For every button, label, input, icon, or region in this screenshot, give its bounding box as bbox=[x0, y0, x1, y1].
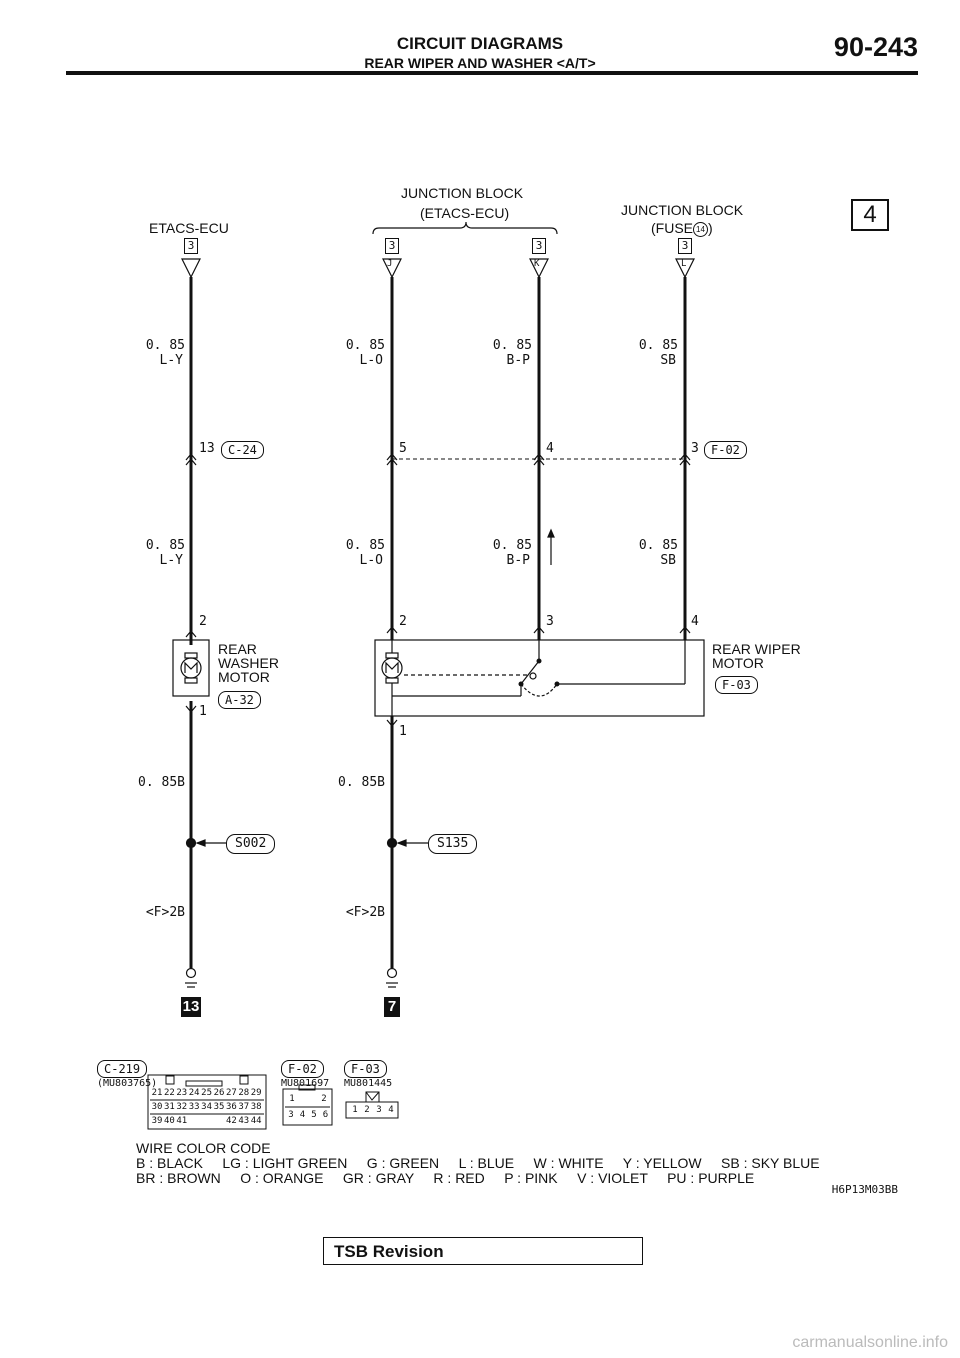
wiper-pin-b: 3 bbox=[546, 614, 554, 629]
junction-block-fuse-label: JUNCTION BLOCK bbox=[621, 202, 744, 218]
wire2-top-size: 0. 85 bbox=[345, 338, 385, 353]
f03-connector-label: F-03 bbox=[715, 676, 758, 694]
wiper-motor-tab-top bbox=[386, 653, 398, 658]
wire2-bottom-label: 0. 85B bbox=[338, 775, 385, 790]
c219-pin-31: 31 bbox=[163, 1102, 175, 1112]
washer-motor-tab-top bbox=[185, 653, 197, 658]
jb1-b-terminal-box: 3 bbox=[532, 238, 546, 254]
f02-pin-1: 1 bbox=[289, 1094, 295, 1104]
wire2-mid-color: L-O bbox=[359, 553, 383, 568]
wiper-motor-icon bbox=[382, 658, 402, 678]
c219-pin-39: 39 bbox=[151, 1116, 163, 1126]
wire1-mid-color: L-Y bbox=[159, 553, 183, 568]
ground-1-number: 13 bbox=[182, 998, 200, 1015]
wire3-top-color: B-P bbox=[506, 353, 530, 368]
c24-connector-label: C-24 bbox=[221, 441, 264, 459]
c219-pin-25: 25 bbox=[201, 1088, 213, 1098]
c219-pin-40: 40 bbox=[163, 1116, 175, 1126]
rear-washer-motor-label-3: MOTOR bbox=[218, 669, 270, 685]
ground-1-terminal bbox=[187, 969, 196, 978]
a32-connector-label: A-32 bbox=[218, 691, 261, 709]
c219-pin-44: 44 bbox=[250, 1116, 262, 1126]
washer-motor-box bbox=[173, 640, 209, 696]
splice-s002-label: S002 bbox=[226, 834, 275, 854]
c219-pin-24: 24 bbox=[188, 1088, 200, 1098]
wire4-mid-size: 0. 85 bbox=[638, 538, 678, 553]
f02-pin-a: 5 bbox=[399, 441, 407, 456]
c219-pin-35: 35 bbox=[213, 1102, 225, 1112]
c219-pin-23: 23 bbox=[176, 1088, 188, 1098]
legend-line-1: B : BLACK LG : LIGHT GREEN G : GREEN L : BLUE W : WHITE Y : YELLOW SB : SKY BLUE bbox=[136, 1155, 820, 1171]
rear-wiper-motor-label-2: MOTOR bbox=[712, 655, 764, 671]
wiper-pin-bottom: 1 bbox=[399, 724, 407, 739]
f03-part-code: MU801445 bbox=[344, 1078, 393, 1089]
c219-pin-41: 41 bbox=[176, 1116, 188, 1126]
f02-pin-5: 5 bbox=[311, 1110, 317, 1120]
page-number: 90-243 bbox=[833, 32, 918, 62]
c219-pin-34: 34 bbox=[201, 1102, 213, 1112]
f02-part-code: MU801697 bbox=[281, 1078, 330, 1089]
f02-pin-4: 4 bbox=[299, 1110, 306, 1120]
rear-wiper-motor-label-1: REAR WIPER bbox=[712, 641, 801, 657]
wire1-top-size: 0. 85 bbox=[145, 338, 185, 353]
c24-pin: 13 bbox=[199, 441, 215, 456]
wire3-top-size: 0. 85 bbox=[492, 338, 532, 353]
c219-view-label: C-219 bbox=[97, 1060, 147, 1078]
washer-motor-icon bbox=[181, 658, 201, 678]
sheet-number: 4 bbox=[851, 199, 889, 231]
wiper-switch-arm bbox=[521, 661, 539, 684]
f02-pin-3: 3 bbox=[288, 1110, 294, 1120]
c219-pin-21: 21 bbox=[151, 1088, 163, 1098]
f03-pin-1: 1 bbox=[352, 1105, 358, 1115]
f02-pin-2: 2 bbox=[321, 1094, 327, 1104]
etacs-ecu-label: ETACS-ECU bbox=[149, 220, 229, 236]
wiper-switch-contact-2 bbox=[519, 682, 524, 687]
c219-pin-43: 43 bbox=[238, 1116, 250, 1126]
c219-pin-36: 36 bbox=[225, 1102, 237, 1112]
header-subtitle: REAR WIPER AND WASHER <A/T> bbox=[364, 55, 596, 71]
wiper-motor-tab-bottom bbox=[386, 678, 398, 683]
wire1-mid-size: 0. 85 bbox=[145, 538, 185, 553]
current-arrow-head bbox=[548, 530, 554, 537]
ground-2-number: 7 bbox=[384, 997, 400, 1017]
wiper-switch-dashed-arc bbox=[521, 684, 557, 696]
f02-view-label: F-02 bbox=[281, 1060, 324, 1078]
wire3-mid-size: 0. 85 bbox=[492, 538, 532, 553]
c219-pin-29: 29 bbox=[250, 1088, 262, 1098]
c219-pin-26: 26 bbox=[213, 1088, 225, 1098]
c219-key-1 bbox=[166, 1076, 174, 1084]
jb2-terminal-box: 3 bbox=[678, 238, 692, 254]
c219-key-2 bbox=[240, 1076, 248, 1084]
jb2-terminal-letter: L bbox=[681, 259, 687, 269]
splice-arrow-1 bbox=[197, 840, 205, 846]
f03-key bbox=[366, 1092, 379, 1102]
etacs-terminal-box: 3 bbox=[184, 238, 198, 254]
c219-pin-30: 30 bbox=[151, 1102, 163, 1112]
f03-view-label: F-03 bbox=[344, 1060, 387, 1078]
wiper-pin-c: 4 bbox=[691, 614, 699, 629]
etacs-terminal-triangle bbox=[182, 259, 200, 277]
ground-2-label: <F>2B bbox=[345, 905, 385, 920]
legend-title: WIRE COLOR CODE bbox=[136, 1140, 271, 1156]
wire1-bottom-label: 0. 85B bbox=[138, 775, 185, 790]
washer-pin-bottom: 1 bbox=[199, 704, 207, 719]
c219-part-code: (MU803765) bbox=[97, 1078, 158, 1089]
washer-pin-top: 2 bbox=[199, 614, 207, 629]
f02-pin-c: 3 bbox=[691, 441, 699, 456]
f02-connector-label: F-02 bbox=[704, 441, 747, 459]
wiper-switch-contact-3 bbox=[555, 682, 560, 687]
f02-pin-b: 4 bbox=[546, 441, 554, 456]
junction-block-label: JUNCTION BLOCK bbox=[401, 185, 524, 201]
splice-point-2 bbox=[388, 839, 397, 848]
figure-id: H6P13M03BB bbox=[831, 1183, 898, 1196]
fuse-sublabel: (FUSE 14 ) bbox=[651, 220, 713, 236]
washer-motor-tab-bottom bbox=[185, 678, 197, 683]
wire4-mid-color: SB bbox=[660, 553, 676, 568]
c219-pin-32: 32 bbox=[176, 1102, 188, 1112]
c219-pin-33: 33 bbox=[188, 1102, 200, 1112]
c219-pin-27: 27 bbox=[225, 1088, 237, 1098]
wire1-top-color: L-Y bbox=[159, 353, 183, 368]
tsb-revision-box: TSB Revision bbox=[323, 1237, 643, 1265]
f03-pin-3: 3 bbox=[376, 1105, 382, 1115]
c219-pin-37: 37 bbox=[238, 1102, 250, 1112]
c219-key-3 bbox=[186, 1081, 222, 1086]
fuse-number-badge: 14 bbox=[693, 222, 708, 237]
junction-block-sublabel: (ETACS-ECU) bbox=[420, 205, 510, 221]
c219-pin-28: 28 bbox=[238, 1088, 250, 1098]
rear-washer-motor-label-2: WASHER bbox=[218, 655, 279, 671]
wiper-pin-a: 2 bbox=[399, 614, 407, 629]
washer-motor-m bbox=[185, 663, 197, 673]
jb1-b-terminal-letter: K bbox=[534, 259, 540, 269]
junction-block-brace bbox=[373, 222, 557, 234]
jb1-a-terminal-box: 3 bbox=[385, 238, 399, 254]
c219-pin-22: 22 bbox=[163, 1088, 175, 1098]
ground-1-label: <F>2B bbox=[145, 905, 185, 920]
f02-pin-6: 6 bbox=[322, 1110, 329, 1120]
wire2-top-color: L-O bbox=[359, 353, 383, 368]
wire4-top-color: SB bbox=[660, 353, 676, 368]
f03-pin-2: 2 bbox=[364, 1105, 370, 1115]
wiper-switch-cam bbox=[530, 673, 536, 679]
ground-2-terminal bbox=[388, 969, 397, 978]
legend-line-2: BR : BROWN O : ORANGE GR : GRAY R : RED P : PINK V : VIOLET PU : PURPLE bbox=[136, 1170, 755, 1186]
splice-s135-label: S135 bbox=[428, 834, 477, 854]
header-title: CIRCUIT DIAGRAMS bbox=[396, 34, 564, 53]
f03-pin-4: 4 bbox=[388, 1105, 394, 1115]
wire4-top-size: 0. 85 bbox=[638, 338, 678, 353]
splice-point-1 bbox=[187, 839, 196, 848]
footer-watermark: carmanualsonline.info bbox=[792, 1334, 948, 1351]
wire2-mid-size: 0. 85 bbox=[345, 538, 385, 553]
c219-pin-42: 42 bbox=[225, 1116, 237, 1126]
rear-washer-motor-label-1: REAR bbox=[218, 641, 257, 657]
wiper-switch-contact-1 bbox=[537, 659, 542, 664]
jb1-a-terminal-letter: J bbox=[387, 259, 393, 269]
splice-arrow-2 bbox=[398, 840, 406, 846]
wiper-motor-m bbox=[386, 663, 398, 673]
c219-pin-38: 38 bbox=[250, 1102, 262, 1112]
wire3-mid-color: B-P bbox=[506, 553, 530, 568]
